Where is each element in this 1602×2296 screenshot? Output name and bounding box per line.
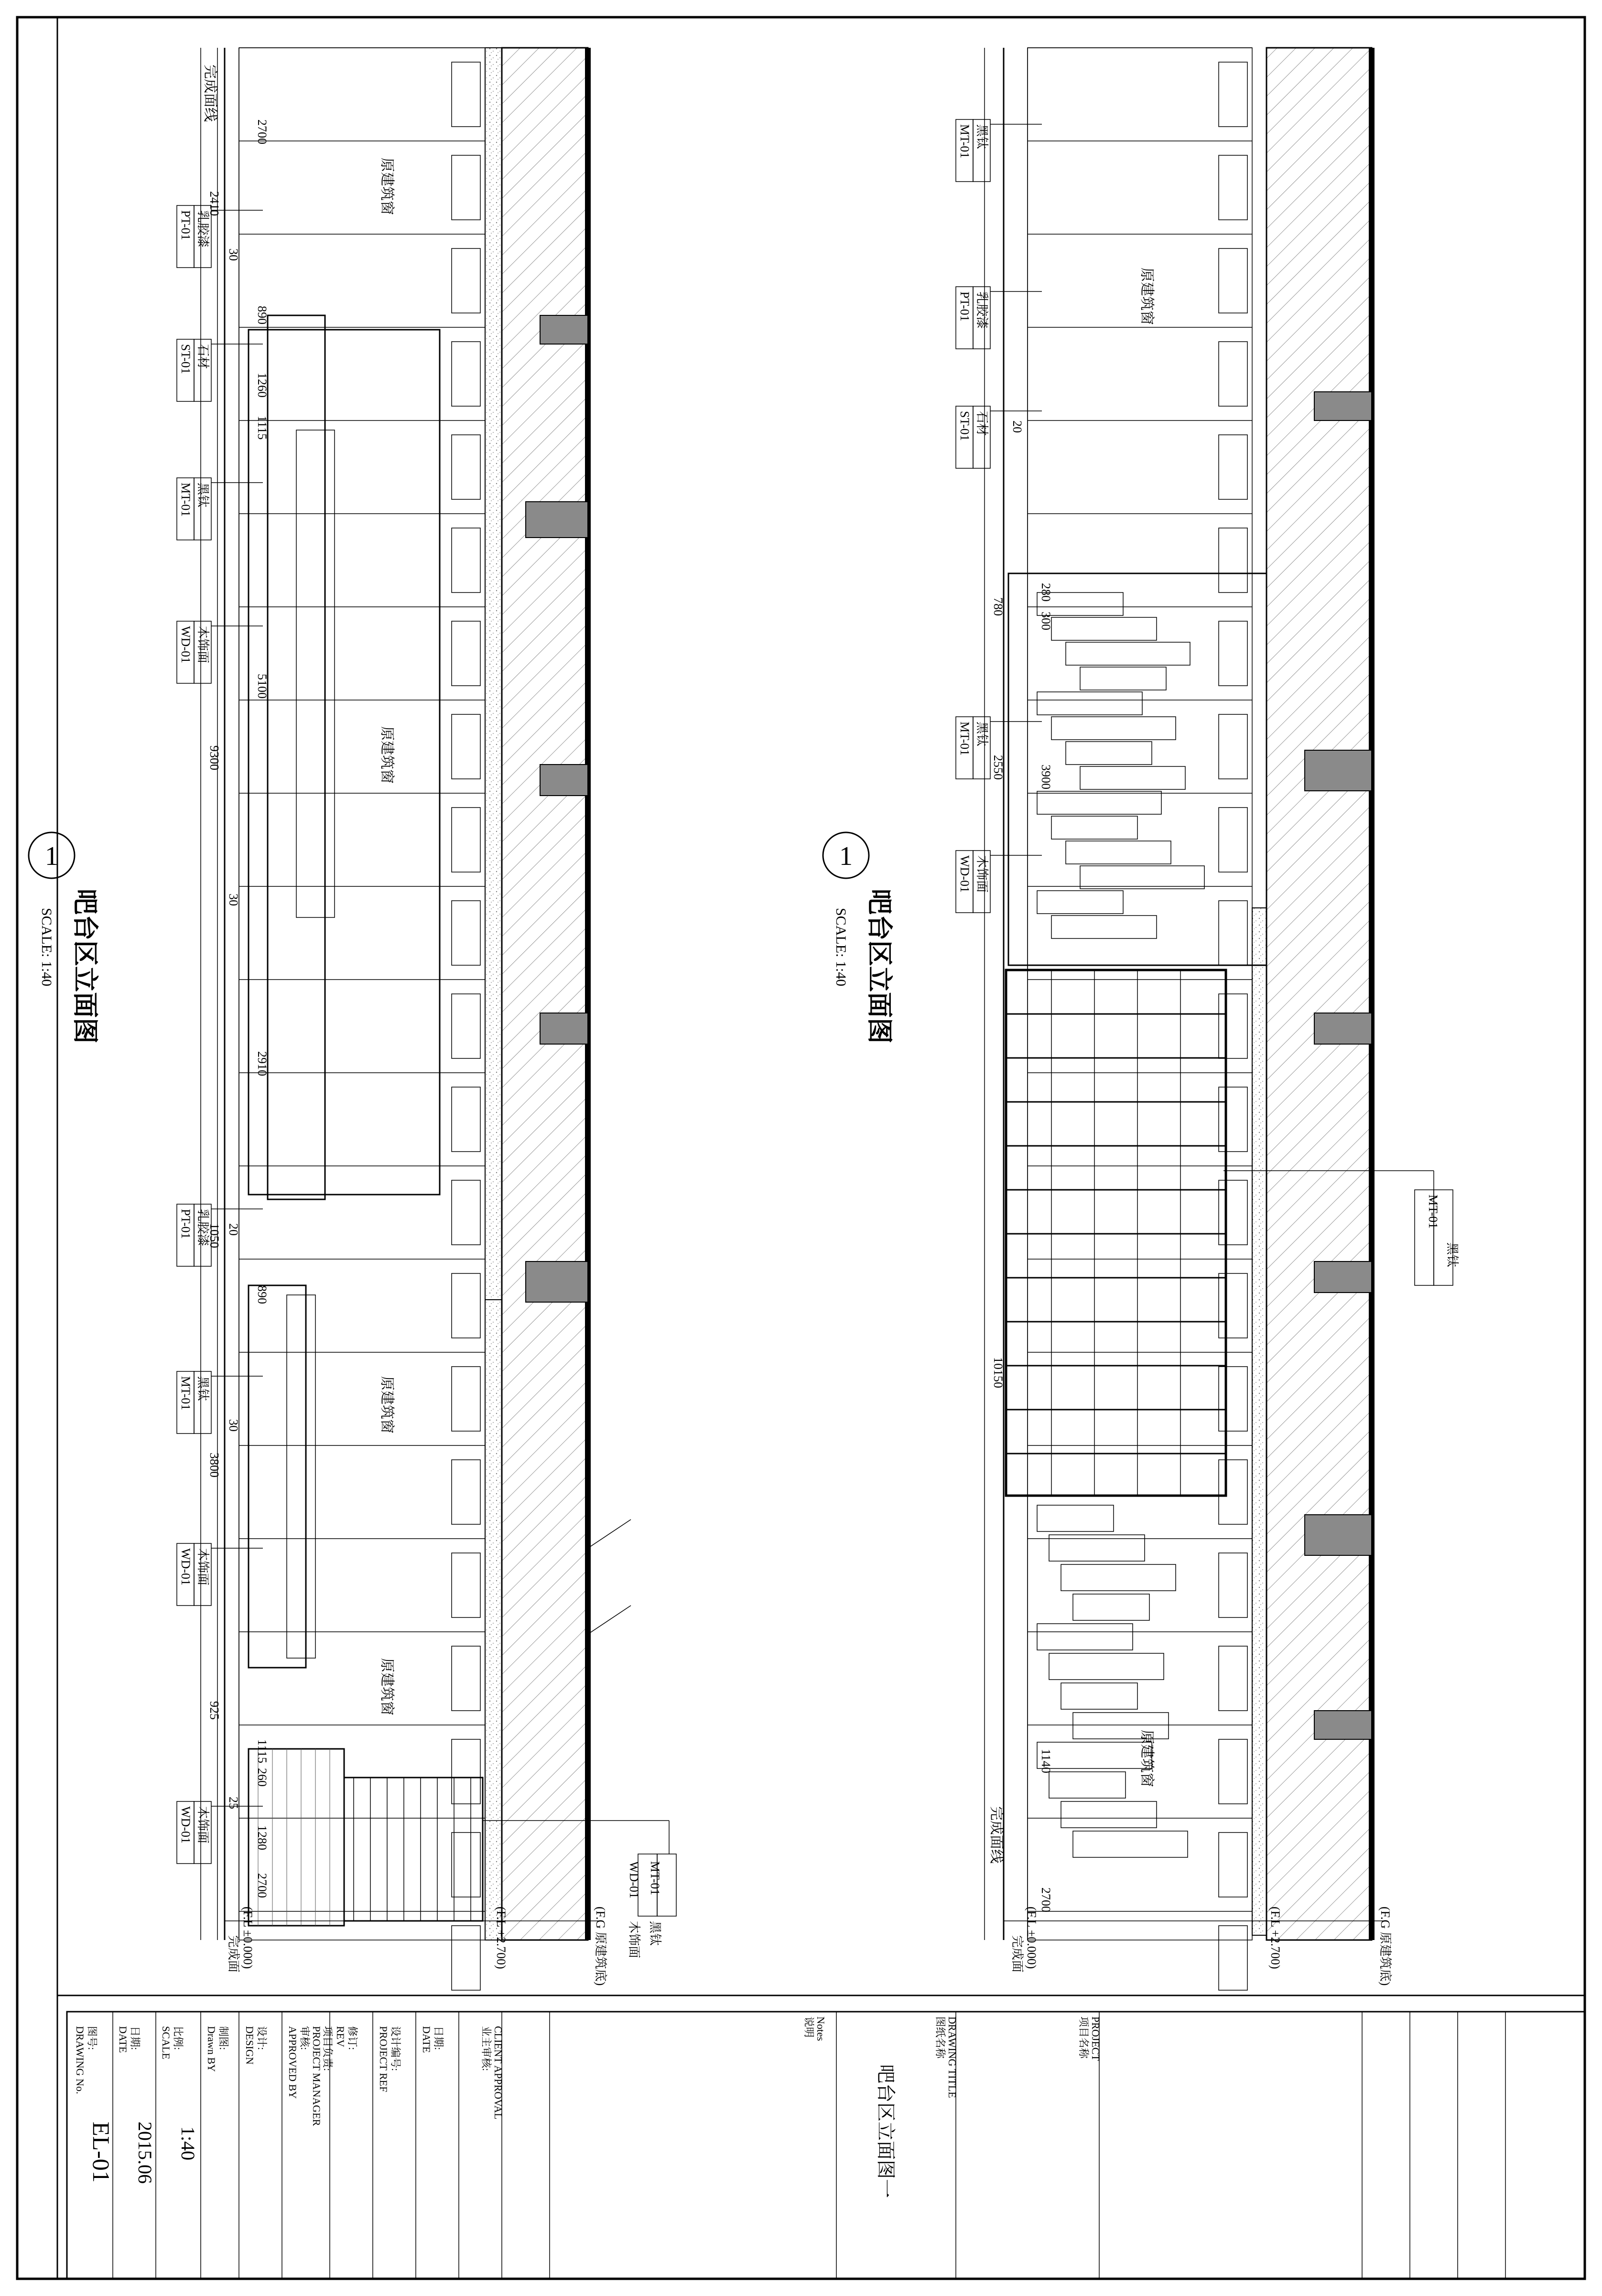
stair-step <box>1061 1801 1157 1828</box>
window-pane <box>1219 1553 1247 1617</box>
dimension-text: 30 <box>227 1419 240 1432</box>
column-2e <box>1305 1515 1372 1555</box>
view-scale-2: SCALE: 1:40 <box>833 908 849 987</box>
window-pane <box>1219 621 1247 686</box>
tb-drawing-title-label-cn: 图纸名称 <box>934 2016 946 2059</box>
stair-step <box>1037 791 1161 814</box>
tb-drawing-no-value: EL-01 <box>88 2122 115 2183</box>
window-pane <box>452 155 480 220</box>
stair-step <box>1051 617 1157 640</box>
window-pane <box>452 808 480 872</box>
tb-design-label-cn: 设计: <box>256 2026 268 2050</box>
dimension-text: 1115 <box>255 1739 269 1764</box>
rtag-1-name-a: 黑钛 <box>648 1921 662 1946</box>
stair-step <box>1066 841 1171 864</box>
material-tag-name: 木饰面 <box>975 855 989 893</box>
material-tag-code: PT-01 <box>179 210 193 240</box>
stair-lines-1 <box>258 1749 471 1926</box>
stair-lines-2 <box>1037 593 1204 1857</box>
stair-step <box>1051 916 1157 938</box>
window-pane <box>452 1087 480 1152</box>
material-tag-code: ST-01 <box>179 344 193 374</box>
column-1d <box>540 1013 588 1044</box>
level-finish-1: 完成面 <box>227 1935 240 1973</box>
tb-date2-label-cn: 日期: <box>433 2026 444 2050</box>
material-tag-code: PT-01 <box>179 1209 193 1239</box>
dimension-text: 3900 <box>1039 765 1053 789</box>
stair-step <box>1066 642 1190 665</box>
window-pane <box>452 1646 480 1711</box>
window-label-1d: 原建筑窗 <box>379 1658 395 1715</box>
window-pane <box>1219 62 1247 127</box>
window-pane <box>452 435 480 499</box>
dimension-text: 1260 <box>255 373 269 398</box>
window-pane <box>1219 155 1247 220</box>
tb-notes-label: Notes <box>815 2016 827 2041</box>
material-tag-code: MT-01 <box>179 483 193 517</box>
bar-cabinet-b <box>296 430 335 917</box>
stair-step <box>1049 1772 1126 1798</box>
stair-step <box>1061 1564 1176 1591</box>
window-label-1c: 原建筑窗 <box>379 1376 395 1434</box>
window-pane <box>452 1367 480 1431</box>
material-tag-code: WD-01 <box>179 626 193 663</box>
column-1b <box>526 502 588 538</box>
dimension-text: 2910 <box>255 1051 269 1076</box>
window-pane <box>1219 808 1247 872</box>
column-2b <box>1305 750 1372 791</box>
tb-rev-label: REV <box>335 2026 346 2047</box>
window-pane <box>1219 1087 1247 1152</box>
tb-date-label: DATE <box>117 2026 129 2053</box>
window-pane <box>452 248 480 313</box>
stair-step <box>1037 1624 1133 1650</box>
dimension-text: 20 <box>227 1223 240 1236</box>
window-pane <box>1219 435 1247 499</box>
window-pane <box>452 621 480 686</box>
material-tag-name: 黑钛 <box>196 1376 210 1401</box>
window-pane <box>1219 1367 1247 1431</box>
dimension-text: 1115 <box>255 416 269 440</box>
dimension-text: 25 <box>227 1797 240 1809</box>
dimension-text: 30 <box>227 894 240 906</box>
tb-scale-value: 1:40 <box>177 2126 199 2161</box>
rtag-1-code-b: WD-01 <box>627 1861 641 1898</box>
tb-drawing-no-label-cn: 图号: <box>86 2026 98 2050</box>
view-title-text-2: 吧台区立面图 <box>865 889 894 1044</box>
title-block <box>67 2012 1585 2279</box>
window-pane <box>452 528 480 593</box>
window-pane <box>452 1832 480 1897</box>
window-pane <box>452 1273 480 1338</box>
window-pane <box>1219 1739 1247 1804</box>
window-pane <box>452 714 480 779</box>
material-tag-code: WD-01 <box>179 1806 193 1843</box>
level-fl-0-2: (F.L ±0.000) <box>1025 1907 1039 1969</box>
material-tag-name: 黑钛 <box>975 124 989 150</box>
dimension-text: 890 <box>255 306 269 324</box>
window-label-2a: 原建筑窗 <box>1139 268 1155 325</box>
wall-stone-2 <box>1252 908 1266 1935</box>
elevation-view-2 <box>823 48 1459 1990</box>
stair-step <box>1037 692 1142 715</box>
column-1c <box>540 765 588 796</box>
tb-drawn-by-label: Drawn BY <box>206 2026 217 2072</box>
level-fl-2700-2: (F.L +2.700) <box>1268 1907 1282 1969</box>
tb-approved-by-label-cn: 审核: <box>299 2026 311 2050</box>
material-tag-name: 黑钛 <box>196 483 210 508</box>
tb-design-label: DESIGN <box>244 2026 256 2065</box>
material-tag-name: 木饰面 <box>196 626 210 664</box>
window-pane <box>452 342 480 406</box>
dimension-text: 890 <box>255 1285 269 1304</box>
dimension-text: 9300 <box>207 745 221 770</box>
stair-step <box>1037 1505 1114 1531</box>
tb-client-approval-label: CLIENT APPROVAL <box>492 2026 504 2120</box>
stair-grid <box>344 1778 483 1921</box>
dimension-text: 260 <box>255 1768 269 1787</box>
dimension-text: 300 <box>1039 612 1053 630</box>
level-fg-1: (F.G 原建筑底) <box>594 1907 607 1986</box>
material-tag-code: PT-01 <box>958 291 972 322</box>
tb-project-ref-label-cn: 设计编号: <box>390 2026 401 2071</box>
rtag-2-name: 黑钛 <box>1445 1242 1459 1268</box>
material-tag-code: WD-01 <box>958 855 972 893</box>
material-tag-code: MT-01 <box>958 124 972 159</box>
window-pane <box>452 1460 480 1524</box>
material-tag-name: 乳胶漆 <box>196 1209 210 1247</box>
window-pane <box>1219 714 1247 779</box>
window-pane <box>1219 342 1247 406</box>
window-pane <box>1219 1832 1247 1897</box>
column-2d <box>1314 1261 1372 1293</box>
level-fg-2: (F.G 原建筑底) <box>1378 1907 1392 1986</box>
stair-step <box>1080 866 1204 889</box>
dimension-text: 280 <box>1039 583 1053 602</box>
wall-stone-1b <box>485 1300 502 1940</box>
stair-step <box>1049 1653 1164 1680</box>
tb-client-approval-label-cn: 业主审核: <box>480 2026 492 2071</box>
material-tag-name: 石材 <box>196 344 210 369</box>
material-tag-name: 乳胶漆 <box>975 291 989 329</box>
tb-project-manager-label: PROJECT MANAGER <box>311 2026 323 2126</box>
bar-shelf-lower <box>249 1285 306 1668</box>
material-tag-name: 木饰面 <box>196 1806 210 1844</box>
view-title-1 <box>29 832 99 1044</box>
dimensions-2 <box>991 420 1053 1912</box>
stair-step <box>1073 1831 1188 1857</box>
material-tags-2 <box>956 119 1042 913</box>
dimension-text: 30 <box>227 248 240 261</box>
material-tag-name: 木饰面 <box>196 1548 210 1586</box>
tb-date-label-cn: 日期: <box>129 2026 141 2050</box>
stair-step <box>1080 766 1185 789</box>
level-fl-0-1: (F.L ±0.000) <box>241 1907 255 1969</box>
window-pane <box>452 901 480 965</box>
view-number-1: 1 <box>45 841 58 871</box>
tb-rev-label-cn: 修订: <box>346 2026 358 2050</box>
dimension-text: 2700 <box>255 1873 269 1898</box>
window-pane <box>452 1180 480 1245</box>
ref-line-label-1: 完成面线 <box>202 65 218 122</box>
bar-counter-top <box>249 330 440 1195</box>
tb-notes-label-cn: 说明 <box>803 2016 815 2038</box>
tb-project-label-cn: 项目名称 <box>1078 2016 1090 2059</box>
dimension-text: 5100 <box>255 674 269 699</box>
rtag-1-name-b: 木饰面 <box>627 1921 641 1959</box>
dimension-text: 2410 <box>207 191 221 216</box>
material-tag-name: 石材 <box>975 411 989 436</box>
tb-scale-label-cn: 比例: <box>172 2026 184 2050</box>
window-pane <box>1219 248 1247 313</box>
column-1a <box>540 315 588 344</box>
tb-project-ref-label: PROJECT REF <box>378 2026 390 2092</box>
window-pane <box>1219 1460 1247 1524</box>
dimension-text: 925 <box>207 1701 221 1720</box>
material-tag-code: WD-01 <box>179 1548 193 1585</box>
window-pane <box>1219 901 1247 965</box>
elevation-view-1 <box>29 48 676 1990</box>
column-1e <box>526 1261 588 1302</box>
bar-shelf-lower-b <box>287 1295 315 1658</box>
window-pane <box>1219 1273 1247 1338</box>
tb-drawn-by-label-cn: 制图: <box>217 2026 229 2050</box>
display-shelving <box>1006 970 1226 1496</box>
dimension-text: 1280 <box>255 1825 269 1850</box>
wall-stone-1 <box>485 48 502 1300</box>
tb-project-manager-label-cn: 项目负责: <box>322 2026 334 2071</box>
tb-project-label: PROJECT <box>1090 2016 1102 2061</box>
dimension-text: 10150 <box>991 1357 1005 1388</box>
stair-step <box>1066 742 1152 765</box>
stair-step <box>1061 1683 1137 1709</box>
window-pane <box>452 1926 480 1990</box>
material-tag-name: 黑钛 <box>975 722 989 747</box>
stair-step <box>1051 717 1176 740</box>
window-pane <box>452 62 480 127</box>
window-pane <box>452 1739 480 1804</box>
tb-drawing-no-label: DRAWING No. <box>74 2026 86 2094</box>
tb-drawing-title: 吧台区立面图一 <box>875 2064 897 2198</box>
mullions-1 <box>239 48 485 1990</box>
tb-date-value: 2015.06 <box>134 2122 156 2184</box>
column-2f <box>1314 1711 1372 1739</box>
dimension-text: 780 <box>991 597 1005 616</box>
tb-date2-label: DATE <box>421 2026 433 2053</box>
material-tag-code: ST-01 <box>958 411 972 441</box>
shelf-lines-2 <box>1006 970 1226 1496</box>
view-title-2 <box>823 832 894 1044</box>
stair-step <box>1080 667 1166 690</box>
dimension-text: 2700 <box>1039 1887 1053 1912</box>
material-tags-1 <box>177 205 263 1864</box>
view-scale-1: SCALE: 1:40 <box>39 908 54 987</box>
window-label-1a: 原建筑窗 <box>379 158 395 215</box>
tb-drawing-title-label: DRAWING TITLE <box>946 2016 958 2098</box>
wall-hatch-2 <box>1266 48 1372 1940</box>
tb-approved-by-label: APPROVED BY <box>287 2026 299 2099</box>
rtag-2-code: MT-01 <box>1426 1195 1440 1229</box>
dimension-text: 1050 <box>207 1223 221 1248</box>
ref-line-label-2: 完成面线 <box>988 1806 1004 1864</box>
window-pane <box>1219 528 1247 593</box>
column-2c <box>1314 1013 1372 1044</box>
window-label-1b: 原建筑窗 <box>379 726 395 784</box>
dimension-text: 20 <box>1010 420 1024 433</box>
tb-scale-label: SCALE <box>160 2026 172 2059</box>
stair-step <box>1037 891 1123 914</box>
material-tag-name: 乳胶漆 <box>196 210 210 248</box>
window-pane <box>1219 1646 1247 1711</box>
glass-facade-1 <box>239 48 485 1940</box>
level-fl-2700-1: (F.L +2.700) <box>494 1907 508 1969</box>
material-tag-code: MT-01 <box>179 1376 193 1411</box>
window-pane <box>452 1553 480 1617</box>
dimension-text: 2550 <box>991 755 1005 780</box>
window-pane <box>1219 1926 1247 1990</box>
window-pane <box>452 994 480 1058</box>
material-tag-code: MT-01 <box>958 722 972 756</box>
window-label-2b: 原建筑窗 <box>1139 1730 1155 1787</box>
stair-step <box>1073 1594 1149 1620</box>
column-2a <box>1314 392 1372 420</box>
level-finish-2: 完成面 <box>1010 1935 1024 1973</box>
window-pane <box>1219 994 1247 1058</box>
dimension-text: 1140 <box>1039 1749 1053 1774</box>
rtag-1-code-a: MT-01 <box>648 1861 662 1896</box>
view-number-2: 1 <box>839 841 853 871</box>
dimension-text: 2700 <box>255 119 269 144</box>
dimensions-1 <box>207 119 269 1898</box>
stair-step <box>1051 816 1137 839</box>
view-title-text-1: 吧台区立面图 <box>71 889 99 1044</box>
dimension-text: 3800 <box>207 1453 221 1477</box>
stair-step <box>1037 1742 1152 1768</box>
